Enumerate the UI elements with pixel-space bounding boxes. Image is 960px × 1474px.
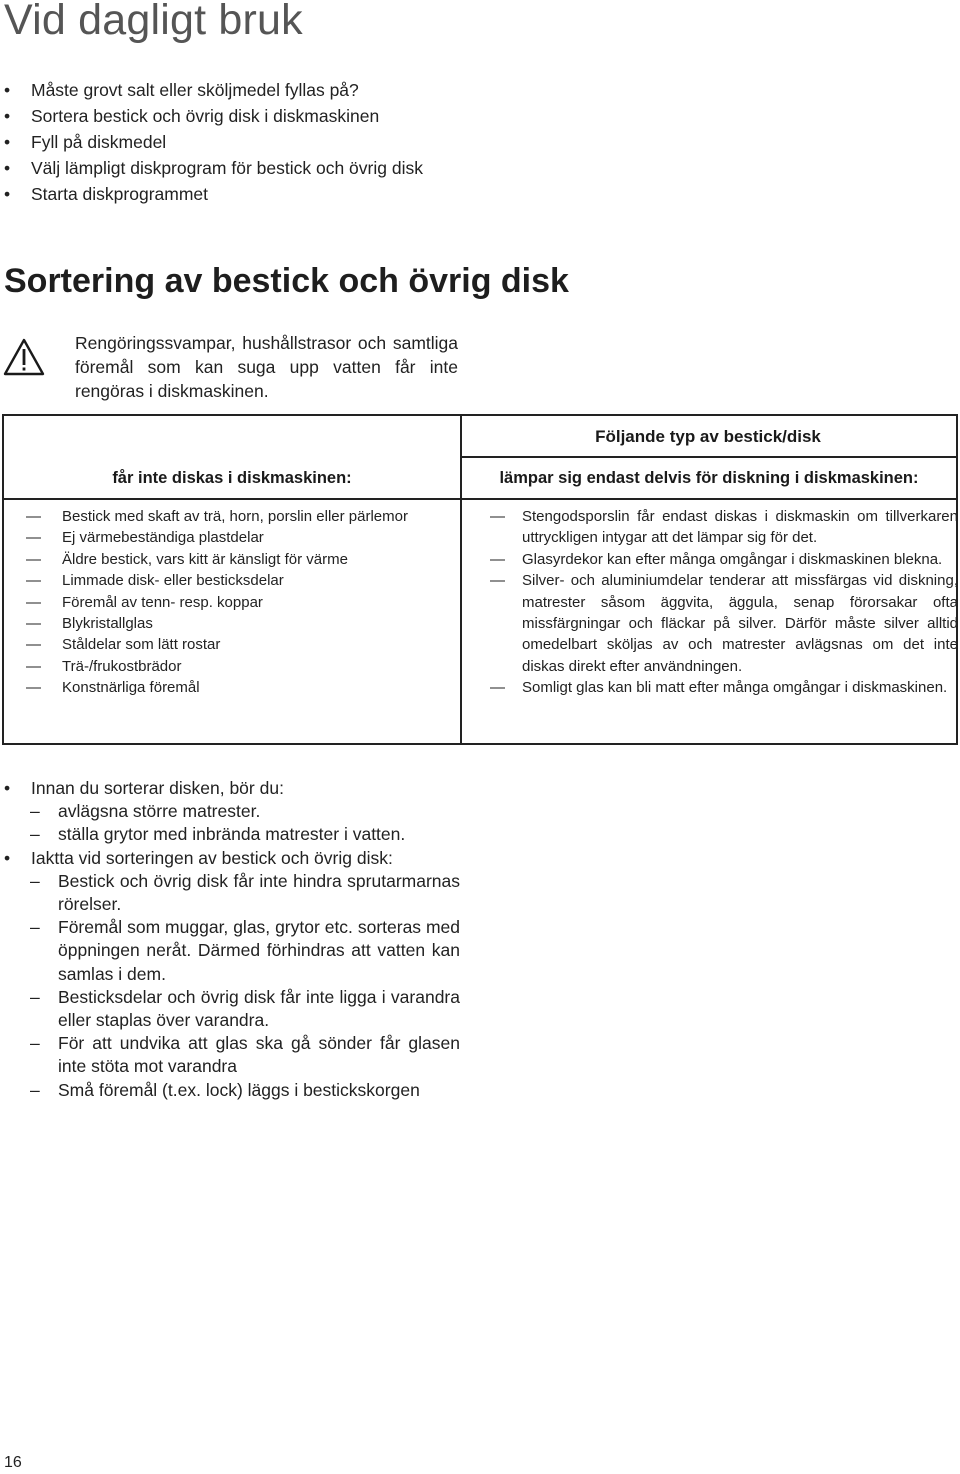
before-sorting-list — [31, 800, 460, 846]
during-sorting-label: Iaktta vid sorteringen av bestick och övrig disk: — [31, 847, 393, 868]
list-item: – Små föremål (t.ex. lock) läggs i bestickskorgen — [0, 1079, 460, 1102]
list-item: — Blykristallglas — [4, 613, 444, 634]
warning-triangle-icon — [3, 338, 45, 376]
partly-washable-list — [462, 506, 958, 699]
list-item — [0, 847, 460, 1102]
list-item — [0, 777, 460, 847]
list-item: — Konstnärliga föremål — [4, 677, 444, 698]
table-caption — [460, 416, 956, 458]
list-item: — Trä-/frukostbrädor — [4, 656, 444, 677]
page-number: 16 — [4, 1454, 22, 1471]
dish-type-table — [2, 414, 958, 745]
list-item: — Silver- och aluminiumdelar tenderar att missfärgas vid diskning, matrester såsom äggvita, äggula, senap förorsakar ofta missfärgningar och fläckar på silver. Därför måste silver alltid omedelbart sköljas av och matrester avlägsnas om det inte diskas direkt efter användningen. — [462, 570, 958, 677]
list-item: — Ståldelar som lätt rostar — [4, 634, 444, 655]
page-title: Vid dagligt bruk — [4, 0, 303, 44]
warning-text: Rengöringssvampar, hushållstrasor och samtliga föremål som kan suga upp vatten får inte rengöras i diskmaskinen. — [75, 333, 458, 401]
before-sorting-label: Innan du sorterar disken, bör du: — [31, 778, 284, 798]
column-header-not-washable: får inte diskas i diskmaskinen: — [112, 469, 352, 487]
list-item: – ställa grytor med inbrända matrester i vatten. — [0, 823, 460, 846]
list-item: – Bestick och övrig disk får inte hindra sprutarmarnas rörelser. — [0, 870, 460, 916]
list-item: – avlägsna större matrester. — [0, 800, 460, 823]
column-header-partly-washable: lämpar sig endast delvis för diskning i diskmaskinen: — [499, 469, 919, 487]
list-item: • Välj lämpligt diskprogram för bestick och övrig disk — [0, 156, 470, 180]
list-item: – Föremål som muggar, glas, grytor etc. sorteras med öppningen neråt. Därmed förhindras att vatten kan samlas i dem. — [0, 916, 460, 986]
list-item: — Föremål av tenn- resp. koppar — [4, 592, 444, 613]
list-item: — Ej värmebeständiga plastdelar — [4, 527, 444, 548]
table-caption-text: Följande typ av bestick/disk — [595, 427, 821, 446]
list-item: — Stengodsporslin får endast diskas i diskmaskin om tillverkaren uttryckligen intygar att det lämpar sig för det. — [462, 506, 958, 549]
list-item: — Glasyrdekor kan efter många omgångar i diskmaskinen blekna. — [462, 549, 958, 570]
list-item: — Somligt glas kan bli matt efter många omgångar i diskmaskinen. — [462, 677, 958, 698]
section-heading: Sortering av bestick och övrig disk — [4, 262, 569, 300]
list-item: • Måste grovt salt eller sköljmedel fyllas på? — [0, 78, 470, 102]
list-item: — Äldre bestick, vars kitt är känsligt för värme — [4, 549, 444, 570]
table-divider — [4, 498, 956, 500]
list-item: • Fyll på diskmedel — [0, 130, 470, 154]
not-washable-list — [4, 506, 444, 699]
list-item: — Bestick med skaft av trä, horn, porslin eller pärlemor — [4, 506, 444, 527]
list-item: – För att undvika att glas ska gå sönder får glasen inte stöta mot varandra — [0, 1032, 460, 1078]
list-item: • Sortera bestick och övrig disk i diskmaskinen — [0, 104, 470, 128]
intro-bullet-list — [0, 78, 470, 208]
list-item: • Starta diskprogrammet — [0, 182, 470, 206]
list-item: – Besticksdelar och övrig disk får inte ligga i varandra eller staplas över varandra. — [0, 986, 460, 1032]
list-item: — Limmade disk- eller besticksdelar — [4, 570, 444, 591]
sorting-instructions — [0, 777, 460, 1102]
during-sorting-list — [31, 870, 460, 1102]
